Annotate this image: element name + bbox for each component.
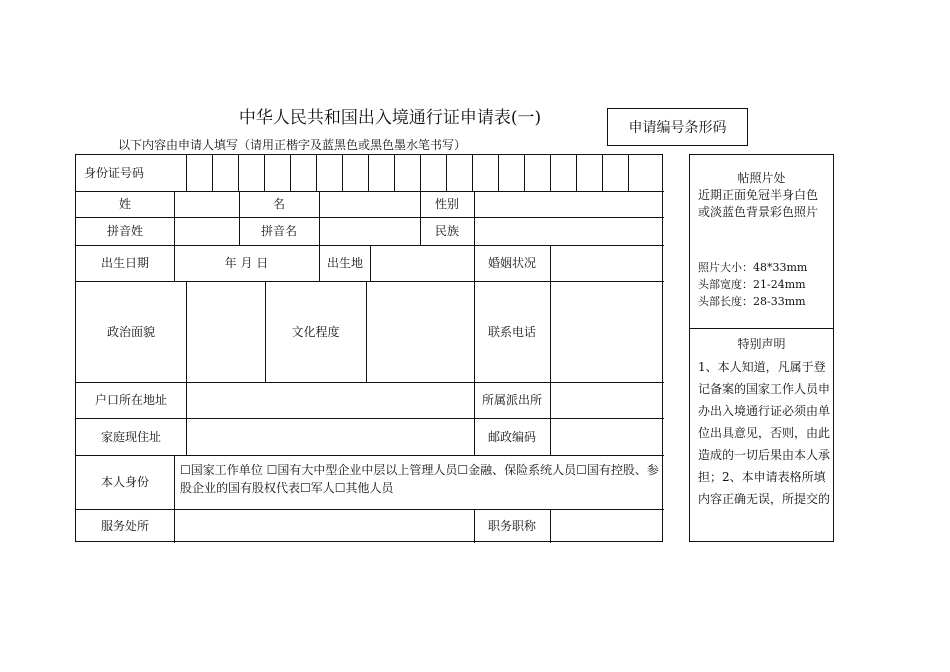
birth-date-format: 年 月 日	[224, 256, 269, 270]
identity-options[interactable]: ☐国家工作单位 ☐国有大中型企业中层以上管理人员☐金融、保险系统人员☐国有控股、参股企业的国有股权代表☐军人☐其他人员	[180, 463, 659, 495]
political-status-label: 政治面貌	[106, 324, 155, 339]
given-name-label: 名	[272, 197, 285, 211]
household-address-label: 户口所在地址	[94, 393, 167, 407]
photo-description: 近期正面免冠半身白色或淡蓝色背景彩色照片	[698, 188, 819, 219]
gender-label: 性别	[434, 197, 459, 211]
job-title-label: 职务职称	[487, 519, 536, 533]
barcode-box	[607, 108, 748, 146]
photo-head-length: 头部长度：28-33mm	[698, 295, 806, 308]
id-number-label: 身份证号码	[84, 166, 145, 180]
marital-status-label: 婚姻状况	[487, 256, 536, 270]
pinyin-surname-label: 拼音姓	[106, 224, 143, 238]
declaration-text: 1、本人知道，凡属于登记备案的国家工作人员申办出入境通行证必须由单位出具意见，否则，由此造成的一切后果由本人承担；2、本申请表格所填内容正确无误，所提交的	[698, 360, 831, 506]
education-label: 文化程度	[291, 324, 340, 339]
panel-divider	[690, 328, 833, 329]
barcode-label: 申请编号条形码	[628, 120, 727, 136]
form-instructions: 以下内容由申请人填写（请用正楷字及蓝黑色或黑色墨水笔书写）	[118, 138, 467, 152]
photo-size-specs	[698, 259, 830, 310]
photo-head-width: 头部宽度：21-24mm	[698, 278, 806, 291]
photo-size: 照片大小：48*33mm	[698, 261, 808, 274]
declaration-title: 特别声明	[737, 337, 786, 351]
workplace-label: 服务处所	[100, 519, 149, 533]
birth-date-label: 出生日期	[100, 256, 149, 270]
surname-label: 姓	[118, 197, 131, 211]
police-station-label: 所属派出所	[481, 393, 542, 407]
photo-area-title: 帖照片处	[737, 171, 786, 185]
ethnicity-label: 民族	[434, 224, 459, 238]
form-title: 中华人民共和国出入境通行证申请表(一)	[238, 108, 542, 128]
photo-declaration-panel	[689, 154, 834, 542]
phone-label: 联系电话	[487, 324, 536, 339]
birthplace-label: 出生地	[327, 256, 364, 270]
home-address-label: 家庭现住址	[100, 429, 161, 444]
pinyin-given-name-label: 拼音名	[260, 224, 297, 238]
identity-label: 本人身份	[100, 475, 149, 489]
application-form-table	[75, 154, 663, 542]
postal-code-label: 邮政编码	[487, 429, 536, 444]
